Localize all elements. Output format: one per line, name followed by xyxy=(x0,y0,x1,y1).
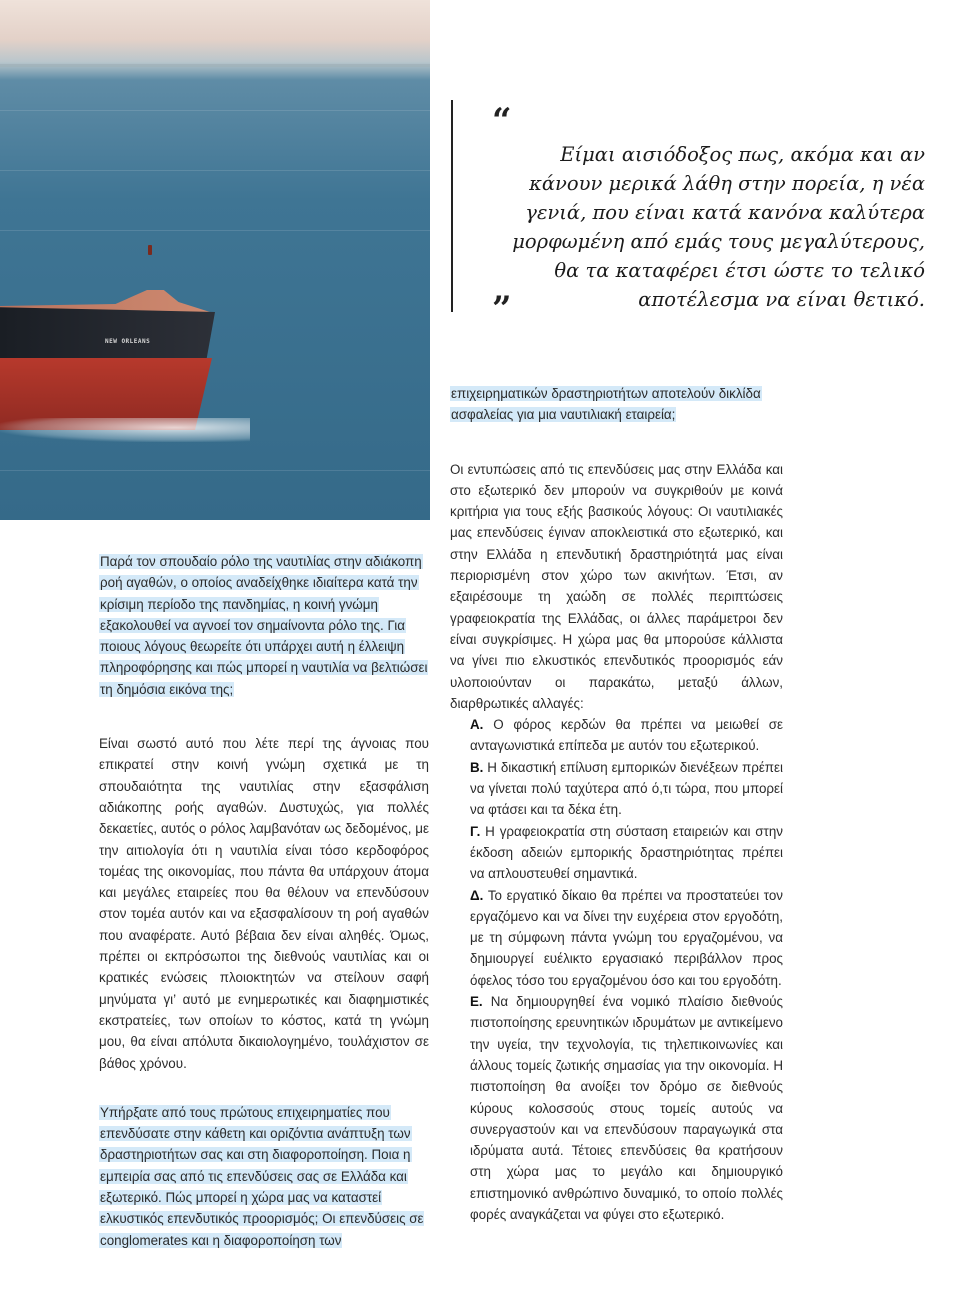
question-text: επιχειρηματικών δραστηριοτήτων αποτελούν δικλίδα ασφαλείας για μια ναυτιλιακή εταιρεία; xyxy=(451,386,761,423)
interview-answer: Οι εντυπώσεις από τις επενδύσεις μας στην Ελλάδα και στο εξωτερικό δεν μπορούν να συγκριθούν με κοινά κριτήρια για τους εξής βασικούς λόγους: Οι ναυτιλιακές μας επενδύσεις έγιναν αποκλειστικά στο εξωτερικό, και στην Ελλάδα η επενδυτική δραστηριότητά μας είναι περιορισμένη στον χώρο των ακινήτων. Έτσι, αν εξαιρέσουμε τη χαώδη σε πολλές περιπτώσεις γραφειοκρατία της Ελλάδας, οι άλλες παράμετροι δεν είναι συγκρίσιμες. Η χώρα μας θα μπορούσε κάλλιστα να γίνει πιο ελκυστικός επενδυτικός προορισμός εάν υλοποιούνταν οι παρακάτω, μεταξύ άλλων, διαρθρωτικές αλλαγές: xyxy=(450,461,783,711)
list-letter: Β. xyxy=(470,759,484,775)
ship-name: NEW ORLEANS xyxy=(105,338,151,345)
list-letter: Ε. xyxy=(470,994,483,1010)
ship-wake xyxy=(0,418,250,442)
list-text: Να δημιουργηθεί ένα νομικό πλαίσιο διεθνούς πιστοποίησης ερευνητικών ιδρυμάτων με αντικείμενο την υγεία, την τεχνολογία, τις τηλεπικοινωνίες και άλλους τομείς ζωτικής σημασίας για την οικονομία. Η πιστοποίηση θα ανοίξει τον δρόμο σε διεθνούς κύρους κολοσσούς στους τομείς αυτούς να συνεργαστούν και να επενδύσουν παραγωγικά στα ιδρύματα αυτά. Τέτοιες επενδύσεις θα κρατήσουν στη χώρα μας το μεγάλο και δημιουργικό επιστημονικό ανθρώπινο δυναμικό, το οποίο πολλές φορές αναγκάζεται να φύγει στο εξωτερικό. xyxy=(470,994,783,1222)
quote-close-mark: ” xyxy=(492,289,512,329)
question-text: Παρά τον σπουδαίο ρόλο της ναυτιλίας στην αδιάκοπη ροή αγαθών, ο οποίος αναδείχθηκε ιδιαίτερα κατά την κρίσιμη περίοδο της πανδημίας, η κοινή γνώμη εξακολουθεί να αγνοεί τον σημαίνοντα ρόλο της. Για ποιους λόγους θεωρείτε ότι υπάρχει αυτή η έλλειψη πληροφόρησης και πώς μπορεί η ναυτιλία να βελτιώσει τη δημόσια εικόνα της; xyxy=(100,554,428,697)
list-item xyxy=(470,757,783,821)
interview-question xyxy=(99,551,429,700)
list-letter: Γ. xyxy=(470,823,481,839)
interview-question xyxy=(99,1102,429,1251)
wave-line xyxy=(0,170,430,171)
wave-line xyxy=(0,470,430,471)
quote-open-mark: “ xyxy=(492,101,512,141)
interview-answer: Είναι σωστό αυτό που λέτε περί της άγνοιας που επικρατεί στην κοινή γνώμη σχετικά με τη σπουδαιότητα της ναυτιλίας στην εξασφάλιση αδιάκοπης ροής αγαθών. Δυστυχώς, για πολλές δεκαετίες, αυτός ο ρόλος λαμβανόταν ως δεδομένος, με την αιτιολογία ότι η ναυτιλία είναι τόσο κερδοφόρος τομέας της οικονομίας, που πάντα θα υπάρχουν άτομα και μεγάλες εταιρείες που θα θέλουν να επενδύσουν στον τομέα αυτόν και να εξασφαλίσουν τη ροή αγαθών που αναφέρατε. Αυτό βέβαια δεν είναι αληθές. Όμως, πρέπει οι εκπρόσωποι της διεθνούς ναυτιλίας και οι κρατικές ενώσεις πλοιοκτητών να στείλουν σαφή μηνύματα γι’ αυτό με ενημερωτικές και διαφημιστικές εκστρατείες, των οποίων το κόστος, κατά τη γνώμη μου, θα είναι απόλυτα δικαιολογημένο, τουλάχιστον σε βάθος χρόνου. xyxy=(99,736,429,1071)
wave-line xyxy=(0,110,430,111)
buoy xyxy=(148,245,152,255)
interview-question-continued xyxy=(450,383,783,426)
list-text: Ο φόρος κερδών θα πρέπει να μειωθεί σε ανταγωνιστικά επίπεδα με αυτόν του εξωτερικού. xyxy=(470,717,783,754)
list-letter: Δ. xyxy=(470,887,484,903)
left-column xyxy=(99,551,429,1251)
list-item xyxy=(470,885,783,991)
list-letter: Α. xyxy=(470,717,484,733)
list-item xyxy=(470,991,783,1225)
list-text: Η δικαστική επίλυση εμπορικών διενέξεων πρέπει να γίνεται πολύ ταχύτερα από ό,τι τώρα, που μπορεί να φτάσει και τα δέκα έτη. xyxy=(470,759,783,818)
pull-quote: Είμαι αισιόδοξος πως, ακόμα και αν κάνουν μερικά λάθη στην πορεία, η νέα γενιά, που είναι κατά κανόνα καλύτερα μορφωμένη από εμάς τους μεγαλύτερους, θα τα καταφέρει έτσι ώστε το τελικό αποτέλεσμα να είναι θετικό. xyxy=(512,143,925,311)
list-text: Η γραφειοκρατία στη σύσταση εταιρειών και στην έκδοση αδειών εμπορικής δραστηριότητας πρέπει να απλουστευθεί σημαντικά. xyxy=(470,823,783,882)
quote-bar xyxy=(451,100,453,312)
list-item xyxy=(470,821,783,885)
wave-line xyxy=(0,230,430,231)
list-item xyxy=(470,714,783,757)
list-text: Το εργατικό δίκαιο θα πρέπει να προστατεύει τον εργαζόμενο και να δίνει την ευχέρεια στον εργοδότη, με τη σύμφωνη πάντα γνώμη του εργαζομένου, να δημιουργεί ευέλικτο εργασιακό περιβάλλον προς όφελος τόσο του εργαζομένου όσο και του εργοδότη. xyxy=(470,887,783,988)
reforms-list xyxy=(450,714,783,1225)
ship-photo xyxy=(0,0,430,520)
right-column xyxy=(450,383,783,1225)
horizon-line xyxy=(0,64,430,67)
question-text: Υπήρξατε από τους πρώτους επιχειρηματίες που επενδύσατε στην κάθετη και οριζόντια ανάπτυξη των δραστηριοτήτων σας και στη διαφοροποίηση. Ποια η εμπειρία σας από τις επενδύσεις σας σε Ελλάδα και εξωτερικό. Πώς μπορεί η χώρα μας να καταστεί ελκυστικός επενδυτικός προορισμός; Οι επενδύσεις σε conglomerates και η διαφοροποίηση των xyxy=(100,1104,424,1248)
